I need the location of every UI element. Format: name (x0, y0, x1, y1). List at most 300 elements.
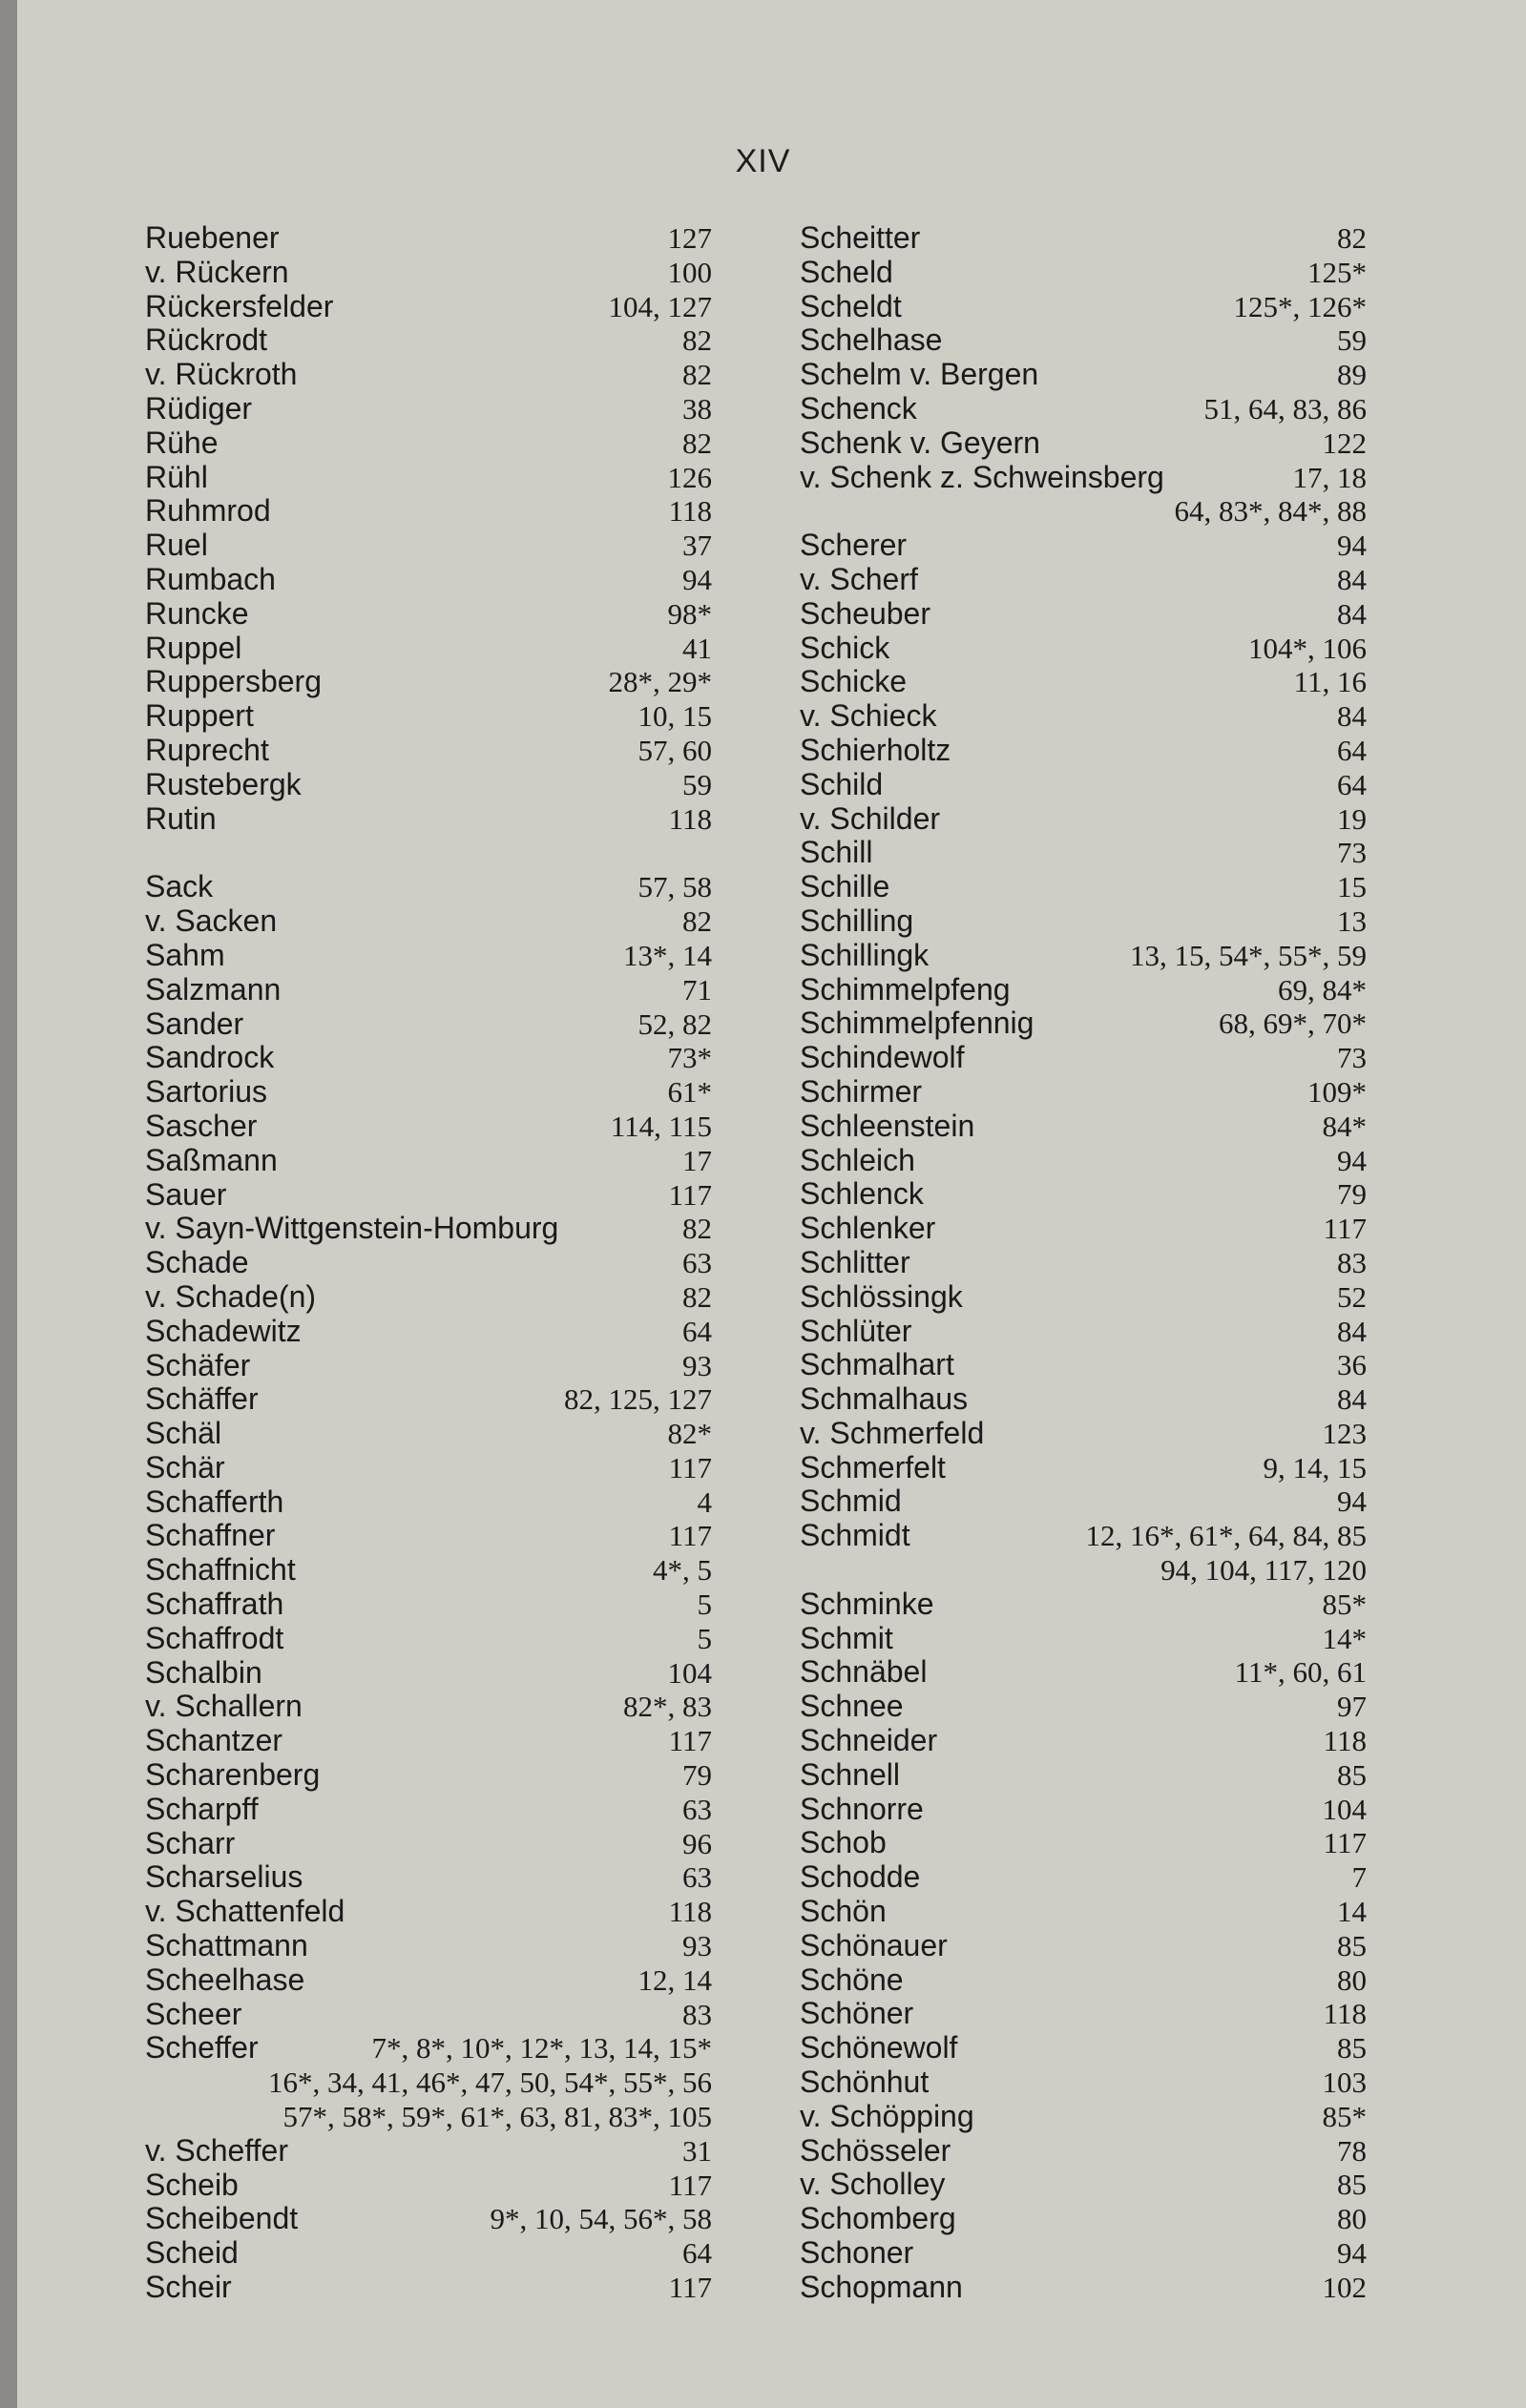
index-entry-name: Schilling (800, 903, 914, 938)
index-entry (145, 1007, 718, 1042)
index-entry (800, 1007, 1372, 1041)
index-entry (145, 1519, 718, 1553)
index-entry-pages: 57, 60 (638, 733, 712, 767)
index-entry (800, 1519, 1372, 1553)
index-entry (800, 2065, 1372, 2100)
index-entry-continuation (145, 2065, 718, 2100)
index-entry-name: Schild (800, 766, 884, 801)
index-entry-name: v. Schöpping (800, 2098, 974, 2133)
index-entry (145, 1349, 718, 1383)
index-entry-name: Ruppersberg (145, 664, 322, 699)
index-entry-pages: 123 (1322, 1416, 1367, 1450)
index-entry-pages: 118 (1323, 1997, 1367, 2031)
index-entry-name: Rühl (145, 459, 208, 494)
index-entry (800, 1382, 1372, 1417)
index-entry-pages: 97 (1337, 1690, 1367, 1724)
index-entry (145, 1998, 718, 2032)
index-entry-name: v. Schattenfeld (145, 1894, 345, 1929)
index-entry-pages: 100 (667, 255, 712, 289)
index-entry-pages: 104*, 106 (1248, 631, 1367, 665)
index-entry (145, 1417, 718, 1451)
index-entry-pages: 109* (1307, 1074, 1367, 1109)
index-entry-pages: 64 (1337, 733, 1367, 767)
index-entry-pages: 94 (1337, 1484, 1367, 1519)
index-entry (800, 1075, 1372, 1110)
index-entry-name: Scharpff (145, 1791, 259, 1826)
index-entry (800, 1246, 1372, 1280)
index-entry-pages: 36 (1337, 1348, 1367, 1382)
index-entry-pages: 94 (1337, 2236, 1367, 2271)
index-entry (145, 1110, 718, 1144)
index-entry (145, 1656, 718, 1691)
index-entry (800, 290, 1372, 324)
index-entry-name: Schmalhart (800, 1347, 954, 1382)
index-entry (800, 1895, 1372, 1929)
index-entry-name: Schille (800, 869, 890, 904)
index-entry-pages: 9*, 10, 54, 56*, 58 (490, 2202, 712, 2236)
index-entry-name: Schöne (800, 1962, 904, 1997)
index-entry-name: Schantzer (145, 1723, 283, 1758)
index-entry-pages: 127 (667, 221, 712, 255)
index-entry-name: Schmerfelt (800, 1449, 946, 1484)
index-entry-pages: 80 (1337, 1962, 1367, 1997)
index-entry (145, 563, 718, 597)
index-entry (145, 665, 718, 699)
index-entry-pages: 94 (682, 562, 712, 596)
index-entry-name: Rühe (145, 425, 219, 460)
index-entry-name: Sandrock (145, 1040, 275, 1075)
index-entry-pages: 78 (1337, 2133, 1367, 2168)
index-entry-name: Schodde (800, 1859, 921, 1895)
index-entry-pages: 117 (668, 2168, 712, 2202)
index-entry-name: Schlüter (800, 1313, 912, 1348)
index-entry (800, 699, 1372, 734)
index-entry-name: Schäffer (145, 1381, 259, 1417)
index-entry-pages: 13 (1337, 903, 1367, 938)
index-entry (800, 2202, 1372, 2236)
index-entry-pages: 96 (682, 1826, 712, 1860)
index-entry (800, 597, 1372, 632)
index-entry-pages: 9, 14, 15 (1263, 1450, 1367, 1484)
index-entry-pages: 82, 125, 127 (564, 1382, 712, 1417)
index-entry (800, 2134, 1372, 2169)
index-entry (800, 529, 1372, 563)
index-entry (145, 1075, 718, 1110)
index-entry-pages: 63 (682, 1860, 712, 1895)
index-entry-pages: 84 (1337, 699, 1367, 734)
index-entry-name: Rutin (145, 800, 217, 836)
index-entry-pages: 117 (668, 1177, 712, 1212)
index-entry-name: Schirmer (800, 1073, 923, 1109)
index-entry-name: Schminke (800, 1586, 934, 1621)
index-entry (800, 323, 1372, 358)
index-entry-pages: 16*, 34, 41, 46*, 47, 50, 54*, 55*, 56 (268, 2065, 712, 2100)
index-entry (800, 973, 1372, 1007)
index-entry (800, 1315, 1372, 1349)
index-entry-pages: 12, 14 (638, 1962, 712, 1997)
index-entry-pages: 73* (667, 1041, 712, 1075)
index-entry-pages: 19 (1337, 801, 1367, 836)
index-entry-continuation (800, 1553, 1372, 1588)
index-entry-name: v. Schade(n) (145, 1278, 317, 1314)
index-entry-pages: 85 (1337, 2168, 1367, 2202)
index-entry-name: v. Schieck (800, 698, 937, 734)
index-entry (800, 1041, 1372, 1075)
index-entry-name: Schön (800, 1894, 887, 1929)
index-entry-name: Scheib (145, 2167, 239, 2202)
index-entry-pages: 117 (668, 2271, 712, 2305)
index-entry (800, 461, 1372, 495)
index-entry-pages: 57*, 58*, 59*, 61*, 63, 81, 83*, 105 (282, 2100, 712, 2134)
index-entry (145, 1588, 718, 1622)
index-entry-name: Sahm (145, 937, 225, 972)
index-entry (145, 392, 718, 426)
index-entry-name: Scherer (800, 528, 908, 563)
index-entry-name: Schadewitz (145, 1313, 302, 1348)
index-entry-pages: 59 (1337, 323, 1367, 358)
index-entry-pages: 63 (682, 1246, 712, 1280)
index-entry-pages: 94 (1337, 529, 1367, 563)
index-entry-name: Saßmann (145, 1142, 278, 1177)
index-entry (145, 1212, 718, 1246)
index-entry-pages: 85 (1337, 1928, 1367, 1962)
index-entry (800, 1280, 1372, 1315)
index-entry (800, 1144, 1372, 1178)
index-entry (800, 2236, 1372, 2271)
index-entry-name: Scheuber (800, 595, 930, 631)
index-entry (800, 392, 1372, 426)
index-entry-name: Schmid (800, 1484, 902, 1519)
index-entry (145, 1485, 718, 1520)
index-entry-pages: 79 (1337, 1177, 1367, 1212)
index-entry-pages: 104 (667, 1655, 712, 1690)
index-entry-pages: 104, 127 (608, 289, 712, 323)
index-entry (145, 461, 718, 495)
index-entry-pages: 41 (682, 631, 712, 665)
index-entry (145, 1929, 718, 1963)
index-entry-pages: 82 (1337, 221, 1367, 255)
index-entry-continuation (800, 494, 1372, 529)
index-entry-pages: 117 (1323, 1826, 1367, 1860)
index-entry (800, 802, 1372, 837)
index-entry-name: Ruppert (145, 698, 254, 734)
index-entry (800, 1348, 1372, 1382)
index-entry (145, 1144, 718, 1178)
index-entry (800, 1622, 1372, 1656)
index-entry-name: Schaffner (145, 1518, 276, 1553)
index-entry-pages: 117 (1323, 1212, 1367, 1246)
index-entry-pages: 7*, 8*, 10*, 12*, 13, 14, 15* (371, 2031, 712, 2065)
index-entry-name: Schöner (800, 1996, 914, 2031)
index-entry-name: Scharenberg (145, 1757, 321, 1793)
index-entry-name: Schick (800, 630, 890, 665)
index-entry-name: Schenck (800, 390, 917, 426)
index-entry-pages: 83 (1337, 1245, 1367, 1279)
index-entry (800, 1110, 1372, 1144)
index-entry-pages: 85* (1322, 2099, 1367, 2133)
index-entry (800, 665, 1372, 699)
index-entry-pages: 118 (668, 801, 712, 836)
index-entry (145, 1758, 718, 1793)
index-entry-name: Scheffer (145, 2030, 259, 2065)
index-entry-pages: 79 (682, 1758, 712, 1793)
index-entry-pages: 84* (1322, 1109, 1367, 1143)
index-entry (800, 2168, 1372, 2202)
index-entry (800, 256, 1372, 290)
index-entry (145, 494, 718, 529)
index-entry-pages: 117 (668, 1450, 712, 1484)
index-entry-name: Sascher (145, 1108, 258, 1143)
index-entry-name: Scheldt (800, 288, 902, 323)
index-entry-pages: 11, 16 (1293, 665, 1367, 699)
index-entry-pages: 84 (1337, 562, 1367, 596)
index-entry-pages: 13*, 14 (623, 938, 712, 972)
index-entry-name: v. Sayn-Wittgenstein-Homburg (145, 1211, 559, 1246)
index-entry (145, 1690, 718, 1724)
index-entry (145, 1622, 718, 1656)
index-entry (800, 870, 1372, 904)
index-entry (145, 1178, 718, 1213)
index-entry-name: Sauer (145, 1176, 227, 1212)
index-entry-pages: 73 (1337, 1041, 1367, 1075)
index-entry (145, 529, 718, 563)
index-entry-name: Scheld (800, 254, 893, 289)
index-entry-pages: 117 (668, 1519, 712, 1553)
index-entry (145, 1963, 718, 1998)
index-entry-name: Schmidt (800, 1518, 910, 1553)
index-entry-name: Schomberg (800, 2201, 956, 2236)
index-entry-name: v. Schallern (145, 1689, 303, 1724)
index-entry-pages: 71 (682, 972, 712, 1007)
index-entry-pages: 31 (682, 2133, 712, 2168)
index-entry-name: Schimmelpfeng (800, 971, 1011, 1007)
index-entry-pages: 51, 64, 83, 86 (1203, 391, 1367, 426)
index-column-left (145, 221, 718, 2305)
index-entry (800, 1417, 1372, 1451)
index-entry-name: Schill (800, 835, 873, 870)
index-entry-pages: 93 (682, 1929, 712, 1963)
index-entry-name: Ruel (145, 528, 208, 563)
index-entry (800, 2271, 1372, 2305)
index-entry (145, 2271, 718, 2305)
index-entry (145, 1246, 718, 1280)
index-entry (800, 768, 1372, 802)
index-entry-pages: 94, 104, 117, 120 (1160, 1553, 1367, 1588)
index-entry (145, 768, 718, 802)
index-entry-name: Schösseler (800, 2132, 951, 2168)
index-entry (800, 836, 1372, 870)
index-entry-name: Schlössingk (800, 1278, 963, 1314)
index-entry-name: v. Rückern (145, 254, 289, 289)
index-entry (145, 597, 718, 632)
index-entry (800, 1997, 1372, 2031)
page-gutter-shadow (0, 0, 17, 2408)
index-entry-name: Rüdiger (145, 390, 253, 426)
index-entry-pages: 94 (1337, 1143, 1367, 1177)
index-entry-name: Rückrodt (145, 322, 268, 358)
index-entry (145, 1793, 718, 1827)
index-entry-pages: 104 (1322, 1792, 1367, 1826)
index-entry-pages: 82 (682, 1279, 712, 1314)
index-entry (800, 939, 1372, 973)
index-entry-name: Scheir (145, 2270, 232, 2305)
index-entry (145, 256, 718, 290)
index-entry (800, 1793, 1372, 1827)
index-entry (145, 2134, 718, 2169)
index-entry-pages: 69, 84* (1278, 972, 1367, 1007)
page-number: XIV (735, 143, 791, 179)
index-entry-pages: 4*, 5 (653, 1553, 712, 1588)
index-entry-pages: 5 (697, 1588, 712, 1622)
index-entry-name: Schaffrodt (145, 1620, 284, 1655)
index-entry (800, 734, 1372, 768)
index-entry-name: Schnäbel (800, 1654, 928, 1690)
index-entry (800, 904, 1372, 939)
index-entry-pages: 103 (1322, 2065, 1367, 2100)
index-entry (800, 1724, 1372, 1758)
index-entry-pages: 10, 15 (638, 699, 712, 734)
index-entry-name: v. Scholley (800, 2167, 946, 2202)
index-entry-name: Scheid (145, 2235, 239, 2271)
index-entry-pages: 85 (1337, 1757, 1367, 1792)
index-entry (800, 1963, 1372, 1998)
index-entry-pages: 64, 83*, 84*, 88 (1174, 494, 1367, 529)
index-entry (145, 632, 718, 666)
index-entry-pages: 14 (1337, 1895, 1367, 1929)
index-entry-name: Salzmann (145, 971, 282, 1007)
index-entry-name: Ruhmrod (145, 493, 271, 529)
index-entry-pages: 38 (682, 391, 712, 426)
index-entry (800, 426, 1372, 461)
index-entry-pages: 52, 82 (638, 1007, 712, 1041)
index-entry-pages: 7 (1351, 1860, 1367, 1895)
index-entry-name: Schnorre (800, 1791, 924, 1826)
index-entry-name: Schlitter (800, 1244, 910, 1279)
index-entry-pages: 122 (1322, 426, 1367, 460)
index-entry-pages: 84 (1337, 596, 1367, 631)
index-entry-name: Schneider (800, 1723, 938, 1758)
index-entry (145, 1041, 718, 1075)
section-gap (145, 836, 718, 870)
index-entry (145, 1553, 718, 1588)
index-entry-name: Sander (145, 1006, 244, 1041)
index-entry-name: Schicke (800, 664, 908, 699)
index-entry-pages: 82 (682, 904, 712, 939)
index-entry-name: v. Schenk z. Schweinsberg (800, 459, 1164, 494)
index-entry (145, 1724, 718, 1758)
index-entry-name: Ruebener (145, 220, 280, 255)
index-entry-name: Schäl (145, 1416, 222, 1451)
index-entry-pages: 12, 16*, 61*, 64, 84, 85 (1085, 1519, 1367, 1553)
index-entry (800, 1860, 1372, 1895)
index-entry-name: Sack (145, 869, 214, 904)
index-entry-name: Schierholtz (800, 732, 951, 767)
index-entry-name: Schenk v. Geyern (800, 425, 1040, 460)
index-entry-name: Schade (145, 1245, 249, 1280)
index-entry-continuation (145, 2100, 718, 2134)
index-entry-pages: 118 (668, 1895, 712, 1929)
index-entry (145, 2202, 718, 2236)
index-entry-name: Ruprecht (145, 732, 269, 767)
index-entry (145, 358, 718, 392)
index-entry-pages: 11*, 60, 61 (1234, 1655, 1367, 1690)
index-entry-name: Schmit (800, 1620, 893, 1655)
index-column-right (800, 221, 1372, 2305)
index-entry-pages: 82 (682, 1212, 712, 1246)
index-entry-name: Scheibendt (145, 2201, 299, 2236)
index-entry-name: Schleenstein (800, 1108, 975, 1143)
index-entry-pages: 80 (1337, 2202, 1367, 2236)
index-entry-pages: 17, 18 (1292, 460, 1367, 494)
index-entry-pages: 52 (1337, 1279, 1367, 1314)
index-entry-pages: 89 (1337, 358, 1367, 392)
index-entry-name: v. Schilder (800, 800, 941, 836)
index-entry-pages: 64 (682, 1314, 712, 1348)
index-entry-pages: 102 (1322, 2270, 1367, 2304)
index-entry-pages: 98* (667, 596, 712, 631)
index-entry-pages: 93 (682, 1348, 712, 1382)
index-entry (145, 2169, 718, 2203)
index-entry-pages: 64 (682, 2236, 712, 2271)
index-entry-name: Schopmann (800, 2269, 963, 2304)
index-entry-name: Schäfer (145, 1347, 251, 1382)
index-entry-name: v. Schmerfeld (800, 1415, 985, 1450)
index-entry-pages: 73 (1337, 836, 1367, 870)
index-entry (800, 1212, 1372, 1246)
index-entry-name: v. Sacken (145, 903, 278, 939)
index-entry-name: Schindewolf (800, 1040, 965, 1075)
index-entry-pages: 83 (682, 1997, 712, 2031)
index-entry-name: Schlenker (800, 1211, 936, 1246)
index-entry (145, 1315, 718, 1349)
index-entry-name: Schönhut (800, 2065, 930, 2100)
index-entry-name: Scharr (145, 1825, 236, 1860)
index-entry (145, 2236, 718, 2271)
index-entry (800, 1177, 1372, 1212)
index-entry (145, 1827, 718, 1861)
index-entry-name: Schattmann (145, 1928, 308, 1963)
index-entry (800, 632, 1372, 666)
index-entry (800, 1588, 1372, 1622)
index-entry-name: Schnee (800, 1689, 904, 1724)
index-entry-name: Scheer (145, 1996, 242, 2031)
index-entry-name: Rumbach (145, 561, 276, 596)
index-entry (145, 1895, 718, 1929)
index-entry-pages: 37 (682, 529, 712, 563)
index-entry-pages: 118 (1323, 1724, 1367, 1758)
index-entry-name: Schär (145, 1449, 225, 1484)
index-entry-name: Runcke (145, 595, 249, 631)
index-entry-name: Schönewolf (800, 2030, 958, 2065)
index-entry (800, 563, 1372, 597)
index-entry-pages: 117 (668, 1724, 712, 1758)
index-entry (800, 1655, 1372, 1690)
index-entry-name: Rustebergk (145, 766, 302, 801)
index-entry-pages: 82* (667, 1417, 712, 1451)
index-entry (145, 1382, 718, 1417)
index-entry-name: Schmalhaus (800, 1381, 969, 1417)
index-entry (145, 1280, 718, 1315)
index-entry-name: Schnell (800, 1756, 900, 1792)
index-entry-name: Schleich (800, 1142, 915, 1177)
index-entry (145, 323, 718, 358)
index-entry-pages: 118 (668, 494, 712, 529)
index-entry-name: Schönauer (800, 1927, 948, 1962)
index-entry-name: Rückersfelder (145, 288, 334, 323)
index-entry-pages: 17 (682, 1143, 712, 1177)
index-entry (800, 2100, 1372, 2134)
index-entry-name: Scheitter (800, 220, 921, 255)
